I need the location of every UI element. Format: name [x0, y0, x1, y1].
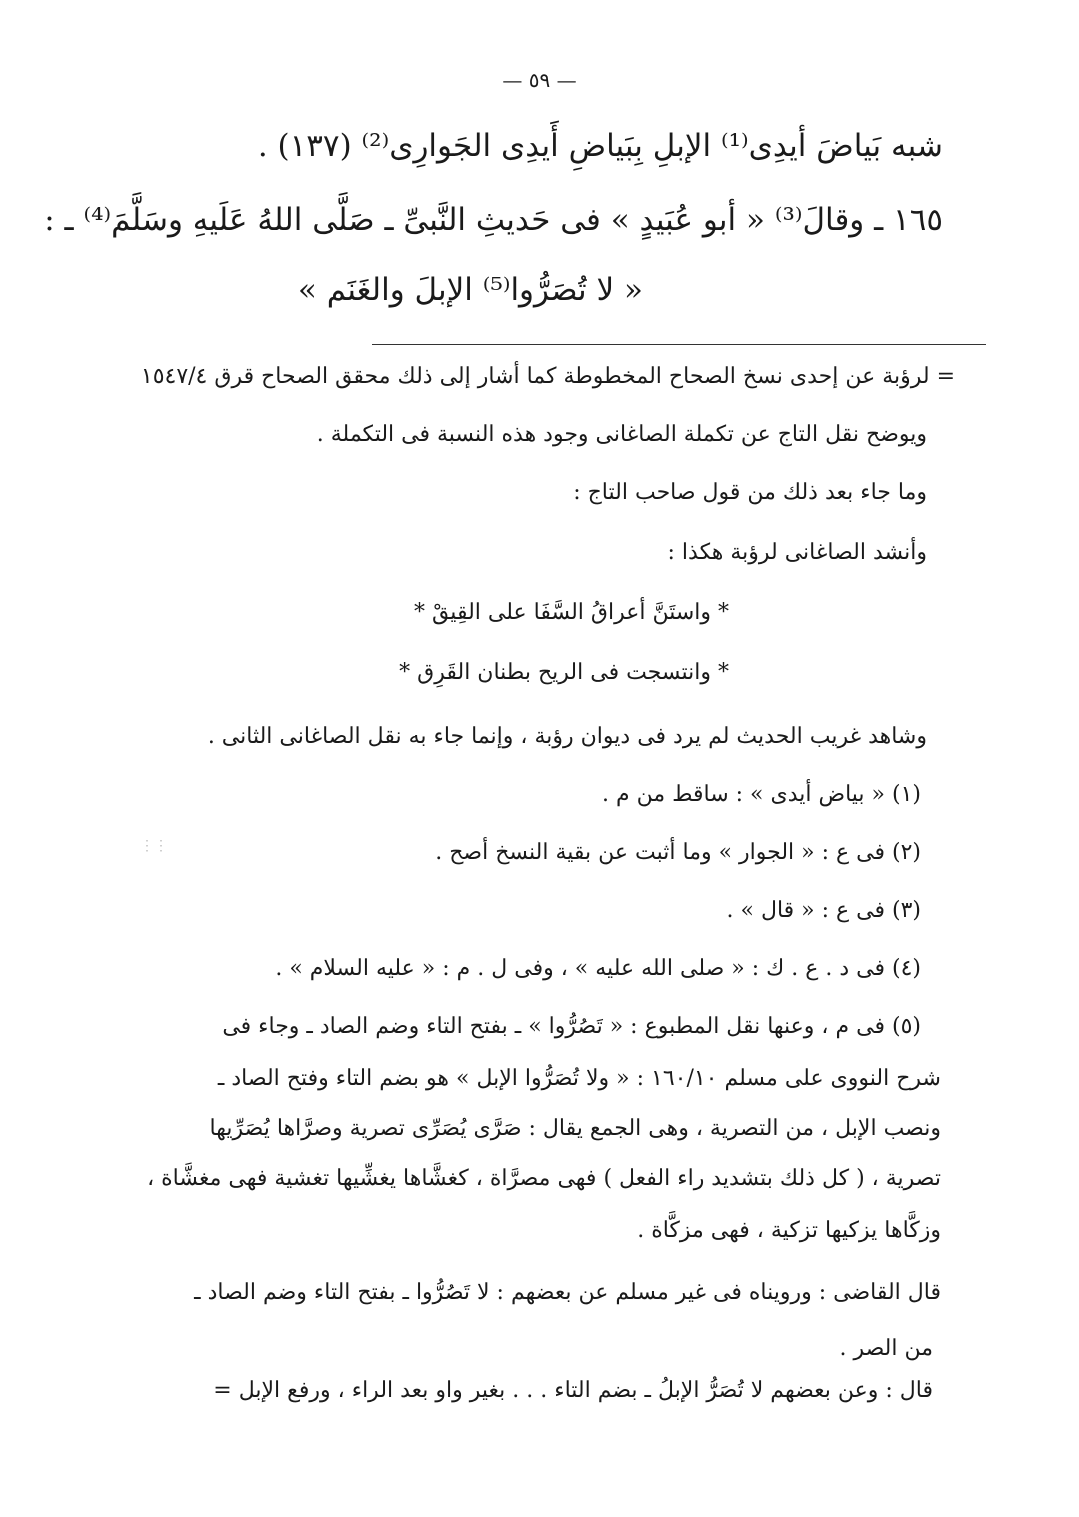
- note-line: قال القاضى : ورويناه فى غير مسلم عن بعضهم : لا تَصُرُّوا ـ بفتح التاء وضم الصاد ـ: [194, 1280, 941, 1305]
- main-text-line-1: شبه بَياضَ أيدِى⁽¹⁾ الإبلِ بِبَياضِ أَيدِى الجَوارِى⁽²⁾ (١٣٧) .: [257, 128, 943, 164]
- main-text-line-3: « لا تُصَرُّوا⁽⁵⁾ الإبلَ والغَنَم »: [297, 272, 643, 308]
- note-line: = لرؤبة عن إحدى نسخ الصحاح المخطوطة كما أشار إلى ذلك محقق الصحاح قرق ١٥٤٧/٤: [140, 364, 955, 389]
- note-line: وما جاء بعد ذلك من قول صاحب التاج :: [573, 480, 927, 505]
- footnote-separator: [372, 344, 986, 345]
- note-line: ويوضح نقل التاج عن تكملة الصاغانى وجود هذه النسبة فى التكملة .: [316, 422, 927, 447]
- note-line: ونصب الإبل ، من التصرية ، وهى الجمع يقال : صَرَّى يُصَرِّى تصرية وصرَّاها يُصَرِّيها: [209, 1116, 941, 1141]
- footnote-1: (١) « بياض أيدى » : ساقط من م .: [601, 782, 921, 807]
- footnote-5: (٥) فى م ، وعنها نقل المطبوع : « تَصُرُّوا » ـ بفتح التاء وضم الصاد ـ وجاء فى: [222, 1014, 921, 1039]
- note-line: تصرية ، ( كل ذلك بتشديد راء الفعل ) فهى مصرَّاة ، كغشَّاها يغشِّيها تغشية فهى مغشَّاة ،: [147, 1166, 941, 1191]
- verse-line: * وانتسجت فى الريح بطنان القَرِق *: [399, 660, 729, 685]
- footnote-3: (٣) فى ع : « قال » .: [726, 898, 921, 923]
- note-line: شرح النووى على مسلم ١٦٠/١٠ : « ولا تُصَرُّوا الإبل » هو بضم التاء وفتح الصاد ـ: [217, 1066, 941, 1091]
- verse-line: * واستَنَّ أعراقُ السَّفَا على القِيقْ *: [413, 600, 729, 625]
- note-line: وزكَّاها يزكيها تزكية ، فهى مزكَّاة .: [637, 1218, 941, 1243]
- footnote-4: (٤) فى د . ع . ك : « صلى الله عليه » ، وفى ل . م : « عليه السلام » .: [275, 956, 921, 981]
- scan-mark-icon: ⋮⋮: [140, 838, 168, 854]
- note-line: وشاهد غريب الحديث لم يرد فى ديوان رؤبة ، وإنما جاء به نقل الصاغانى الثانى .: [207, 724, 927, 749]
- footnote-2: (٢) فى ع : « الجوار » وما أثبت عن بقية النسخ أصح .: [435, 840, 921, 865]
- main-text-line-2: ١٦٥ ـ وقالَ⁽³⁾ « أبو عُبَيدٍ » فى حَديثِ النَّبىِّ ـ صَلَّى اللهُ عَلَيهِ وسَلَّمَ⁽⁴⁾ ـ :: [44, 202, 943, 238]
- note-line: قال : وعن بعضهم لا تُصَرُّ الإبلُ ـ بضم التاء . . . بغير واو بعد الراء ، ورفع الإبل =: [213, 1378, 933, 1403]
- note-line: وأنشد الصاغانى لرؤبة هكذا :: [667, 540, 927, 565]
- note-line: من الصر .: [839, 1336, 933, 1361]
- page-number: — ٥٩ —: [502, 68, 577, 92]
